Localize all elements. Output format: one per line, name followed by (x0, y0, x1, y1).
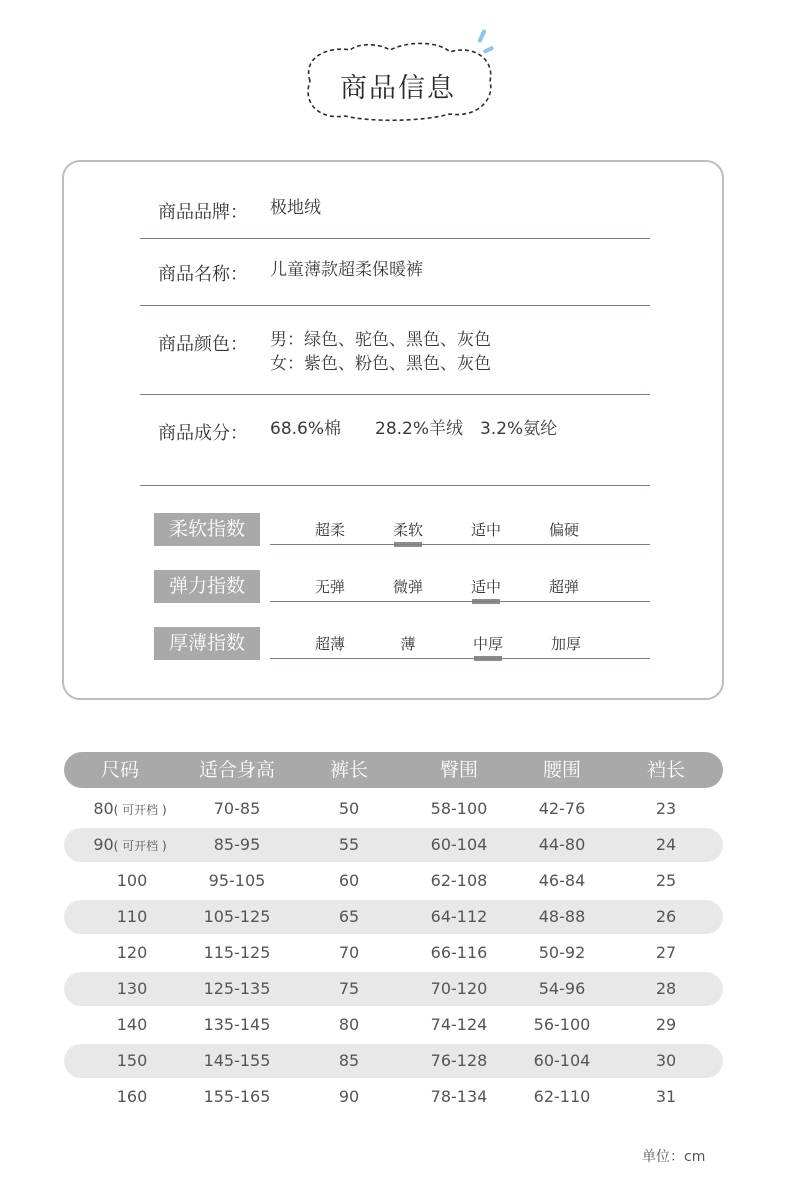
splash-mark-icon (483, 46, 495, 54)
table-cell-height: 95-105 (208, 871, 266, 890)
table-cell-crotch: 31 (655, 1087, 677, 1106)
table-row (64, 1044, 723, 1078)
table-cell-length: 55 (338, 835, 360, 854)
table-cell-length: 75 (338, 979, 360, 998)
table-cell-hip: 74-124 (430, 1015, 488, 1034)
table-cell-crotch: 24 (655, 835, 677, 854)
index-option: 加厚 (550, 635, 581, 653)
table-row (64, 972, 723, 1006)
table-cell-size: 90( 可开档 ) (93, 835, 167, 854)
table-cell-length: 65 (338, 907, 360, 926)
table-cell-hip: 76-128 (430, 1051, 488, 1070)
index-option: 超薄 (314, 635, 345, 653)
table-cell-size: 150 (116, 1051, 148, 1070)
table-row (64, 936, 723, 970)
column-header-height: 适合身高 (198, 759, 275, 781)
index-option: 薄 (400, 635, 416, 653)
index-option: 微弹 (392, 578, 423, 596)
info-value: 68.6%棉 28.2%羊绒 3.2%氨纶 (270, 419, 558, 439)
table-cell-waist: 56-100 (533, 1015, 591, 1034)
table-cell-size: 130 (116, 979, 148, 998)
table-cell-waist: 50-92 (538, 943, 586, 962)
table-cell-length: 85 (338, 1051, 360, 1070)
table-cell-size: 80( 可开档 ) (93, 799, 167, 818)
table-cell-length: 70 (338, 943, 360, 962)
table-cell-height: 105-125 (203, 907, 271, 926)
table-cell-hip: 62-108 (430, 871, 488, 890)
table-row (64, 900, 723, 934)
page-title: 商品信息 (340, 73, 456, 104)
table-cell-height: 145-155 (203, 1051, 271, 1070)
table-cell-hip: 70-120 (430, 979, 488, 998)
splash-mark-icon (477, 29, 487, 43)
table-row (64, 1080, 723, 1114)
index-rule (270, 658, 650, 659)
table-row (64, 792, 723, 826)
thickness-index (154, 627, 650, 663)
table-cell-waist: 44-80 (538, 835, 586, 854)
table-cell-crotch: 30 (655, 1051, 677, 1070)
table-cell-height: 115-125 (203, 943, 271, 962)
table-cell-crotch: 23 (655, 799, 677, 818)
table-cell-hip: 66-116 (430, 943, 488, 962)
column-header-length: 裤长 (329, 759, 368, 781)
index-label: 柔软指数 (154, 513, 260, 546)
table-cell-length: 90 (338, 1087, 360, 1106)
softness-index (154, 513, 650, 549)
table-cell-crotch: 27 (655, 943, 677, 962)
info-value-male: 男：绿色、驼色、黑色、灰色 (270, 330, 491, 350)
size-table-header (64, 752, 723, 788)
index-option: 超柔 (314, 521, 345, 539)
table-cell-crotch: 29 (655, 1015, 677, 1034)
table-cell-crotch: 25 (655, 871, 677, 890)
table-cell-height: 135-145 (203, 1015, 271, 1034)
table-cell-waist: 42-76 (538, 799, 586, 818)
index-label: 厚薄指数 (154, 627, 260, 660)
index-option-selected: 柔软 (378, 519, 438, 540)
index-option: 无弹 (314, 578, 345, 596)
table-cell-height: 125-135 (203, 979, 271, 998)
table-cell-waist: 62-110 (533, 1087, 591, 1106)
column-header-waist: 腰围 (542, 759, 581, 781)
index-option-selected: 中厚 (458, 633, 518, 654)
table-row (64, 1008, 723, 1042)
table-cell-hip: 78-134 (430, 1087, 488, 1106)
index-option-selected: 适中 (456, 576, 516, 597)
table-cell-size: 160 (116, 1087, 148, 1106)
table-cell-crotch: 28 (655, 979, 677, 998)
product-info-card (62, 160, 724, 700)
info-label: 商品品牌： (158, 202, 248, 223)
table-cell-size: 140 (116, 1015, 148, 1034)
table-cell-hip: 58-100 (430, 799, 488, 818)
index-option: 超弹 (548, 578, 579, 596)
table-cell-height: 70-85 (213, 799, 261, 818)
index-rule (270, 601, 650, 602)
table-row (64, 828, 723, 862)
section-title-bubble (300, 26, 500, 126)
info-label: 商品颜色： (158, 334, 248, 355)
index-option: 偏硬 (548, 521, 579, 539)
table-cell-hip: 60-104 (430, 835, 488, 854)
table-cell-height: 155-165 (203, 1087, 271, 1106)
table-cell-waist: 54-96 (538, 979, 586, 998)
table-cell-hip: 64-112 (430, 907, 488, 926)
divider (140, 305, 650, 306)
table-row (64, 864, 723, 898)
column-header-crotch: 裆长 (646, 759, 685, 781)
size-note: ( 可开档 ) (113, 839, 167, 853)
unit-note: 单位：cm (642, 1149, 706, 1165)
divider (140, 238, 650, 239)
index-option: 适中 (470, 521, 501, 539)
info-value-female: 女：紫色、粉色、黑色、灰色 (270, 354, 491, 374)
table-cell-waist: 60-104 (533, 1051, 591, 1070)
divider (140, 485, 650, 486)
column-header-hip: 臀围 (439, 759, 478, 781)
table-cell-length: 50 (338, 799, 360, 818)
info-label: 商品成分： (158, 423, 248, 444)
table-cell-size: 100 (116, 871, 148, 890)
size-note: ( 可开档 ) (113, 803, 167, 817)
divider (140, 394, 650, 395)
index-label: 弹力指数 (154, 570, 260, 603)
table-cell-crotch: 26 (655, 907, 677, 926)
table-cell-length: 80 (338, 1015, 360, 1034)
table-cell-length: 60 (338, 871, 360, 890)
table-cell-height: 85-95 (213, 835, 261, 854)
info-label: 商品名称： (158, 264, 248, 285)
info-value: 儿童薄款超柔保暖裤 (270, 260, 423, 280)
table-cell-waist: 48-88 (538, 907, 586, 926)
info-value: 极地绒 (270, 198, 321, 218)
elasticity-index (154, 570, 650, 606)
column-header-size: 尺码 (100, 759, 139, 781)
table-cell-size: 110 (116, 907, 148, 926)
table-cell-waist: 46-84 (538, 871, 586, 890)
table-cell-size: 120 (116, 943, 148, 962)
index-rule (270, 544, 650, 545)
